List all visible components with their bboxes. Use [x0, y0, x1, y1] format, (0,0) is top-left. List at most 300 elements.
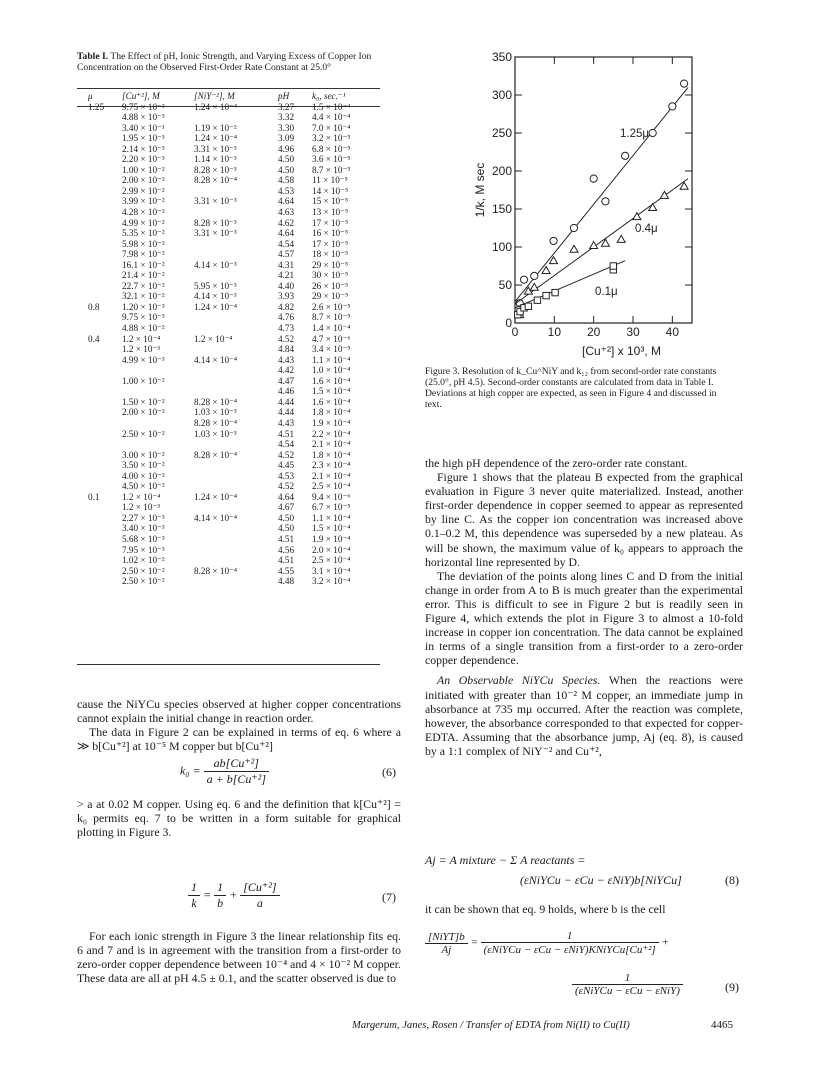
running-footer: Margerum, Janes, Rosen / Transfer of EDTA from Ni(II) to Cu(II) [352, 1020, 630, 1031]
cell-ph: 3.32 [278, 112, 295, 123]
cell-ph: 4.42 [278, 365, 295, 376]
section-title: An Observable NiYCu Species. [437, 673, 601, 688]
table-row [88, 566, 372, 577]
cell-ph: 4.51 [278, 555, 295, 566]
table-row [88, 133, 372, 144]
cell-rate-constant: 30 × 10⁻⁵ [312, 270, 349, 281]
cell-niy: 8.28 × 10⁻⁴ [194, 175, 238, 186]
cell-ph: 4.46 [278, 386, 295, 397]
cell-copper: 7.98 × 10⁻² [122, 249, 165, 260]
cell-ph: 4.40 [278, 280, 295, 291]
table-row [88, 102, 372, 113]
cell-copper: 2.50 × 10⁻² [122, 428, 165, 439]
cell-ph: 4.45 [278, 460, 295, 471]
cell-mu [88, 112, 122, 123]
cell-rate-constant: 1.0 × 10⁻⁴ [312, 365, 351, 376]
cell-ph: 4.53 [278, 470, 295, 481]
data-point-square [543, 292, 549, 298]
cell-mu [88, 481, 122, 492]
cell-ph: 4.51 [278, 533, 295, 544]
data-point-square [525, 303, 531, 309]
eq7-mid-den: b [217, 896, 224, 910]
cell-mu [88, 186, 122, 197]
eq7-rhs-num: [Cu⁺²] [240, 880, 279, 896]
cell-rate-constant: 8.7 × 10⁻⁵ [312, 164, 351, 175]
series-label: 0.1μ [595, 286, 618, 298]
cell-ph: 4.50 [278, 523, 295, 534]
cell-rate-constant: 2.6 × 10⁻⁵ [312, 301, 351, 312]
cell-mu [88, 239, 122, 250]
cell-niy [194, 481, 278, 492]
eq7-rhs-den: a [256, 896, 263, 910]
cell-copper: 1.2 × 10⁻³ [122, 344, 161, 355]
left-column [77, 697, 401, 753]
table-row [88, 323, 372, 334]
cell-ph: 3.30 [278, 122, 295, 133]
y-tick-label: 200 [491, 164, 512, 178]
cell-rate-constant: 9.4 × 10⁻⁶ [312, 491, 351, 502]
cell-mu [88, 154, 122, 165]
cell-mu [88, 281, 122, 292]
series-label: 0.4μ [635, 223, 658, 235]
eq7-lhs-num: 1 [188, 880, 200, 896]
table-row [88, 312, 372, 323]
cell-copper: 32.1 × 10⁻² [122, 291, 165, 302]
cell-rate-constant: 3.1 × 10⁻⁴ [312, 565, 351, 576]
cell-mu [88, 502, 122, 513]
page-number: 4465 [711, 1019, 733, 1031]
cell-mu [88, 175, 122, 186]
cell-niy [194, 471, 278, 482]
header-niy: [NiY⁻²], M [194, 91, 235, 101]
cell-ph: 4.51 [278, 428, 295, 439]
cell-ph: 4.54 [278, 238, 295, 249]
cell-niy: 4.14 × 10⁻⁴ [194, 512, 238, 523]
table-row [88, 418, 372, 429]
cell-copper: 3.40 × 10⁻¹ [122, 122, 165, 133]
table-row [88, 555, 372, 566]
eq9-lhs-num: [NiYT]b [425, 931, 468, 944]
cell-ph: 4.82 [278, 301, 295, 312]
cell-copper: 5.68 × 10⁻³ [122, 533, 165, 544]
cell-copper: 9.75 × 10⁻³ [122, 101, 165, 112]
table-caption-text: The Effect of pH, Ionic Strength, and Varying Excess of Copper Ion Concentration on the Observed First-Order Rate Constant at 25.0° [77, 51, 372, 73]
cell-copper: 2.50 × 10⁻² [122, 565, 165, 576]
cell-rate-constant: 6.8 × 10⁻⁵ [312, 143, 351, 154]
cell-copper: 3.00 × 10⁻² [122, 449, 165, 460]
data-point-circle [669, 103, 676, 110]
cell-rate-constant: 2.0 × 10⁻⁴ [312, 544, 351, 555]
cell-copper: 9.75 × 10⁻³ [122, 312, 165, 323]
cell-niy [194, 186, 278, 197]
cell-copper: 2.27 × 10⁻³ [122, 512, 165, 523]
data-point-circle [602, 198, 609, 205]
y-axis-label: 1/k, M sec [473, 162, 487, 218]
cell-rate-constant: 15 × 10⁻⁵ [312, 196, 349, 207]
cell-niy: 1.03 × 10⁻³ [194, 407, 237, 418]
cell-niy: 4.14 × 10⁻³ [194, 259, 237, 270]
x-axis-label: [Cu⁺²] x 10³, M [581, 344, 662, 358]
table-row [88, 239, 372, 250]
table-row [88, 249, 372, 260]
cell-copper: 4.50 × 10⁻² [122, 481, 165, 492]
cell-mu [88, 429, 122, 440]
cell-rate-constant: 8.7 × 10⁻⁵ [312, 312, 351, 323]
cell-niy [194, 534, 278, 545]
cell-copper: 7.95 × 10⁻³ [122, 544, 165, 555]
table-row [88, 344, 372, 355]
cell-mu [88, 249, 122, 260]
cell-copper: 1.02 × 10⁻² [122, 555, 165, 566]
cell-mu [88, 555, 122, 566]
eq7-mid-num: 1 [214, 880, 226, 896]
cell-copper: 2.50 × 10⁻² [122, 576, 165, 587]
data-point-triangle [542, 267, 550, 274]
cell-rate-constant: 2.5 × 10⁻⁴ [312, 555, 351, 566]
cell-niy [194, 112, 278, 123]
right-paragraph-2: Figure 1 shows that the plateau B expected from the graphical evaluation in Figure 3 never quite materialized. Instead, another first-order dependence in copper seemed to appear as represented by line C. As the copper ion concentration was increased above 0.1–0.2 M, this dependence was superseded by a new plateau. As will be shown, the maximum value of k₀ appears to approach the horizontal line represented by D. [425, 470, 743, 569]
table-row [88, 175, 372, 186]
cell-copper: 4.99 × 10⁻³ [122, 354, 165, 365]
cell-rate-constant: 3.6 × 10⁻⁵ [312, 154, 351, 165]
table-row [88, 492, 372, 503]
cell-mu: 1.25 [88, 101, 105, 112]
cell-copper: 2.20 × 10⁻³ [122, 154, 165, 165]
cell-niy [194, 545, 278, 556]
cell-rate-constant: 3.2 × 10⁻⁵ [312, 133, 351, 144]
cell-rate-constant: 29 × 10⁻⁵ [312, 291, 349, 302]
cell-ph: 3.27 [278, 101, 295, 112]
cell-niy [194, 576, 278, 587]
cell-niy [194, 312, 278, 323]
cell-rate-constant: 14 × 10⁻⁵ [312, 185, 349, 196]
cell-ph: 4.43 [278, 354, 295, 365]
data-point-triangle [649, 203, 657, 210]
left-paragraph-4: For each ionic strength in Figure 3 the linear relationship fits eq. 6 and 7 and is in agreement with the transition from a first-order to zero-order copper dependence between 10⁻⁴ and 4 × 10⁻² M copper. These data are all at pH 4.5 ± 0.1, and the scatter observed is due to [77, 929, 401, 986]
eq7-middle [214, 880, 226, 911]
cell-mu [88, 513, 122, 524]
eq9-lhs [425, 931, 468, 956]
cell-niy: 1.19 × 10⁻² [194, 122, 237, 133]
data-point-square [610, 263, 616, 269]
cell-ph: 4.58 [278, 175, 295, 186]
table-row [88, 397, 372, 408]
equation-7: $\frac{1}{k}$ = $\frac{1}{b}$ + $\frac{\text{[Cu⁺²]}}{a}$ [188, 880, 280, 911]
cell-copper: 4.00 × 10⁻² [122, 470, 165, 481]
cell-ph: 3.93 [278, 291, 295, 302]
cell-mu [88, 207, 122, 218]
cell-mu [88, 312, 122, 323]
cell-rate-constant: 26 × 10⁻⁵ [312, 280, 349, 291]
table-row [88, 165, 372, 176]
cell-ph: 4.44 [278, 407, 295, 418]
cell-ph: 4.96 [278, 143, 295, 154]
table-row [88, 260, 372, 271]
cell-ph: 4.43 [278, 417, 295, 428]
table-row [88, 386, 372, 397]
cell-niy [194, 460, 278, 471]
eq9-t1-num: 1 [481, 930, 659, 943]
cell-copper: 21.4 × 10⁻² [122, 270, 165, 281]
cell-mu [88, 123, 122, 134]
cell-mu [88, 165, 122, 176]
cell-rate-constant: 2.1 × 10⁻⁴ [312, 439, 351, 450]
eq6-numerator: ab[Cu⁺²] [204, 756, 269, 772]
cell-ph: 4.64 [278, 491, 295, 502]
x-tick-label: 0 [511, 325, 519, 339]
cell-mu [88, 386, 122, 397]
cell-mu: 0.8 [88, 301, 100, 312]
cell-mu [88, 545, 122, 556]
cell-niy [194, 502, 278, 513]
cell-rate-constant: 18 × 10⁻⁵ [312, 249, 349, 260]
cell-mu [88, 376, 122, 387]
cell-ph: 4.53 [278, 185, 295, 196]
right-paragraph-1: the high pH dependence of the zero-order rate constant. [425, 456, 688, 470]
table-top-rule [77, 88, 380, 89]
cell-ph: 4.56 [278, 544, 295, 555]
table-row [88, 334, 372, 345]
data-point-triangle [617, 235, 625, 242]
right-paragraph-4-text: When the reactions were initiated with greater than 10⁻² M copper, an immediate jump in absorbance at 735 mμ occurred. After the reaction was complete, however, the absorbance corresponded to that expected for copper-EDTA. Assuming that the absorbance jump, Aj (eq. 8), is caused by a 1:1 complex of NiY⁻² and Cu⁺², [425, 673, 743, 758]
x-tick-label: 40 [665, 325, 680, 339]
cell-copper: 1.00 × 10⁻² [122, 375, 165, 386]
table-row [88, 123, 372, 134]
right-paragraph-4 [425, 673, 743, 758]
y-tick-label: 100 [491, 240, 512, 254]
cell-copper: 4.99 × 10⁻² [122, 217, 165, 228]
left-paragraph-2: The data in Figure 2 can be explained in terms of eq. 6 where a ≫ b[Cu⁺²] at 10⁻⁵ M copper but b[Cu⁺²] [77, 725, 401, 754]
table-row [88, 429, 372, 440]
table-row [88, 112, 372, 123]
cell-niy: 1.24 × 10⁻⁴ [194, 301, 238, 312]
cell-niy: 8.28 × 10⁻⁴ [194, 565, 238, 576]
cell-mu [88, 260, 122, 271]
cell-rate-constant: 17 × 10⁻⁵ [312, 217, 349, 228]
y-tick-label: 250 [491, 126, 512, 140]
table-row [88, 228, 372, 239]
cell-mu: 0.1 [88, 491, 100, 502]
cell-mu [88, 365, 122, 376]
cell-copper [122, 418, 194, 429]
table-row [88, 376, 372, 387]
cell-mu [88, 418, 122, 429]
cell-rate-constant: 1.5 × 10⁻⁴ [312, 386, 351, 397]
data-point-square [552, 289, 558, 295]
cell-ph: 4.50 [278, 164, 295, 175]
cell-mu [88, 228, 122, 239]
table-row [88, 281, 372, 292]
data-point-circle [550, 237, 557, 244]
table-row [88, 439, 372, 450]
cell-rate-constant: 29 × 10⁻⁵ [312, 259, 349, 270]
right-column [425, 456, 743, 758]
cell-rate-constant: 3.2 × 10⁻⁴ [312, 576, 351, 587]
cell-niy: 3.31 × 10⁻³ [194, 196, 237, 207]
cell-mu [88, 534, 122, 545]
cell-copper: 2.00 × 10⁻² [122, 175, 165, 186]
table-row [88, 450, 372, 461]
data-point-circle [681, 80, 688, 87]
cell-rate-constant: 1.8 × 10⁻⁴ [312, 407, 351, 418]
eq7-rhs [240, 880, 279, 911]
cell-ph: 4.21 [278, 270, 295, 281]
data-point-triangle [570, 245, 578, 252]
cell-rate-constant: 2.2 × 10⁻⁴ [312, 428, 351, 439]
cell-niy [194, 439, 278, 450]
data-table [88, 91, 372, 587]
cell-niy: 5.95 × 10⁻³ [194, 280, 237, 291]
cell-rate-constant: 1.6 × 10⁻⁴ [312, 375, 351, 386]
cell-rate-constant: 1.5 × 10⁻⁴ [312, 101, 351, 112]
table-row [88, 576, 372, 587]
left-paragraph-3: > a at 0.02 M copper. Using eq. 6 and the definition that k[Cu⁺²] = k₀ permits eq. 7 to be written in a form suitable for graphical plotting in Figure 3. [77, 797, 401, 840]
y-tick-label: 150 [491, 202, 512, 216]
equation-8-line-2: (εNiYCu − εCu − εNiY)b[NiYCu] [520, 873, 682, 887]
table-row [88, 545, 372, 556]
eq9-plus: + [661, 936, 669, 949]
y-tick-label: 50 [498, 278, 512, 292]
cell-rate-constant: 1.8 × 10⁻⁴ [312, 449, 351, 460]
cell-mu [88, 450, 122, 461]
eq6-lhs: k₀ = [180, 763, 201, 778]
cell-mu [88, 270, 122, 281]
cell-mu [88, 144, 122, 155]
cell-rate-constant: 4.7 × 10⁻⁶ [312, 333, 351, 344]
table-row [88, 513, 372, 524]
cell-mu [88, 133, 122, 144]
cell-niy [194, 555, 278, 566]
cell-rate-constant: 1.1 × 10⁻⁴ [312, 354, 351, 365]
eq6-fraction [204, 756, 269, 787]
cell-ph: 4.50 [278, 154, 295, 165]
y-tick-label: 350 [491, 50, 512, 64]
table-row [88, 481, 372, 492]
eq9-lhs-den: Aj [441, 943, 452, 956]
cell-rate-constant: 2.1 × 10⁻⁴ [312, 470, 351, 481]
cell-ph: 4.52 [278, 333, 295, 344]
cell-copper [122, 439, 194, 450]
cell-copper [122, 365, 194, 376]
table-row [88, 302, 372, 313]
cell-mu [88, 323, 122, 334]
cell-ph: 3.09 [278, 133, 295, 144]
cell-mu [88, 291, 122, 302]
cell-rate-constant: 2.5 × 10⁻⁴ [312, 481, 351, 492]
table-row [88, 196, 372, 207]
table-row [88, 355, 372, 366]
cell-ph: 4.55 [278, 565, 295, 576]
cell-rate-constant: 6.7 × 10⁻⁵ [312, 502, 351, 513]
data-point-square [534, 297, 540, 303]
cell-ph: 4.48 [278, 576, 295, 587]
cell-rate-constant: 1.5 × 10⁻⁴ [312, 523, 351, 534]
cell-copper: 3.50 × 10⁻² [122, 460, 165, 471]
equation-8-line-1: Aj = A mixture − Σ A reactants = [425, 853, 586, 867]
table-row [88, 144, 372, 155]
cell-copper: 1.50 × 10⁻² [122, 396, 165, 407]
cell-rate-constant: 4.4 × 10⁻⁴ [312, 112, 351, 123]
cell-niy: 8.28 × 10⁻³ [194, 164, 237, 175]
cell-niy: 8.28 × 10⁻⁴ [194, 417, 238, 428]
cell-ph: 4.64 [278, 196, 295, 207]
eq9-term-2-fraction [572, 972, 683, 997]
cell-ph: 4.52 [278, 449, 295, 460]
cell-copper: 5.98 × 10⁻² [122, 238, 165, 249]
data-point-circle [520, 276, 527, 283]
table-row [88, 502, 372, 513]
cell-copper: 1.2 × 10⁻⁴ [122, 333, 161, 344]
table-header-row [88, 91, 372, 102]
cell-niy [194, 207, 278, 218]
y-tick-label: 0 [505, 316, 512, 330]
table-bottom-rule [77, 664, 380, 665]
eq7-lhs-den: k [191, 896, 197, 910]
eq6-denominator: a + b[Cu⁺²] [206, 772, 266, 786]
eq7-number: (7) [382, 890, 396, 904]
equation-6 [180, 756, 269, 787]
cell-ph: 4.31 [278, 259, 295, 270]
eq9-t1-den: (εNiYCu − εCu − εNiY)KNiYCu[Cu⁺²] [483, 944, 656, 956]
table-row [88, 407, 372, 418]
data-point-circle [570, 224, 577, 231]
cell-niy: 1.14 × 10⁻³ [194, 154, 237, 165]
table-row [88, 291, 372, 302]
x-tick-label: 20 [586, 325, 601, 339]
cell-ph: 4.54 [278, 439, 295, 450]
x-tick-label: 30 [626, 325, 640, 339]
cell-rate-constant: 7.0 × 10⁻⁴ [312, 122, 351, 133]
cell-mu [88, 218, 122, 229]
y-tick-label: 300 [491, 88, 512, 102]
cell-niy: 8.28 × 10⁻⁴ [194, 396, 238, 407]
header-ph: pH [278, 91, 290, 101]
eq9-t2-num: 1 [572, 972, 683, 985]
cell-rate-constant: 1.6 × 10⁻⁴ [312, 396, 351, 407]
cell-copper: 3.40 × 10⁻³ [122, 523, 165, 534]
cell-rate-constant: 1.4 × 10⁻⁴ [312, 323, 351, 334]
cell-mu [88, 460, 122, 471]
cell-niy [194, 249, 278, 260]
cell-rate-constant: 13 × 10⁻⁵ [312, 207, 349, 218]
cell-niy: 1.24 × 10⁻⁴ [194, 133, 238, 144]
cell-niy: 3.31 × 10⁻³ [194, 228, 237, 239]
cell-niy [194, 386, 278, 397]
cell-rate-constant: 1.9 × 10⁻⁴ [312, 417, 351, 428]
header-mu: μ [88, 91, 93, 101]
cell-copper: 16.1 × 10⁻² [122, 259, 165, 270]
cell-rate-constant: 16 × 10⁻⁵ [312, 228, 349, 239]
data-point-circle [649, 129, 656, 136]
data-point-triangle [660, 191, 668, 198]
cell-ph: 4.76 [278, 312, 295, 323]
cell-ph: 4.84 [278, 344, 295, 355]
table-row [88, 186, 372, 197]
cell-ph: 4.47 [278, 375, 295, 386]
cell-copper: 1.2 × 10⁻⁴ [122, 491, 161, 502]
cell-copper: 22.7 × 10⁻² [122, 280, 165, 291]
cell-mu: 0.4 [88, 333, 100, 344]
table-row [88, 270, 372, 281]
cell-niy [194, 239, 278, 250]
cell-niy [194, 523, 278, 534]
table-row [88, 523, 372, 534]
table-row [88, 365, 372, 376]
table-caption [77, 51, 377, 73]
cell-mu [88, 576, 122, 587]
fit-line-2 [515, 261, 625, 308]
cell-niy: 4.14 × 10⁻⁴ [194, 354, 238, 365]
